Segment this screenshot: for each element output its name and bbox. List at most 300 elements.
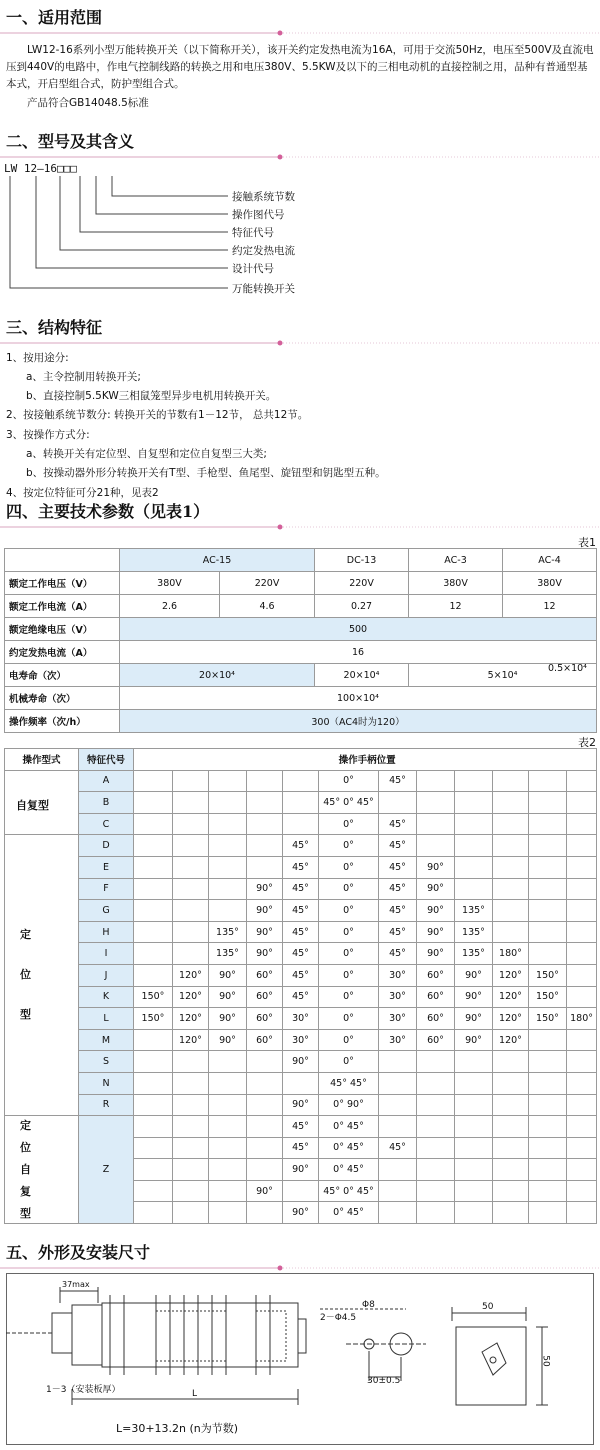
angle-cell: [173, 1116, 209, 1138]
angle-cell: [173, 900, 209, 922]
angle-cell: 60°: [247, 986, 283, 1008]
angle-cell: [134, 1159, 173, 1181]
angle-cell: 45° 45°: [319, 1072, 379, 1094]
angle-cell: [134, 1072, 173, 1094]
structure-line: a、转换开关有定位型、自复型和定位自复型三大类;: [26, 448, 267, 460]
angle-cell: 90°: [247, 943, 283, 965]
angle-cell: [529, 1159, 567, 1181]
table2-row: [5, 1116, 597, 1138]
angle-cell: [567, 835, 597, 857]
angle-cell: [455, 792, 493, 814]
angle-cell: [134, 878, 173, 900]
angle-cell: 45°: [283, 921, 319, 943]
section-title-params: 四、主要技术参数（见表1）: [6, 502, 210, 521]
angle-cell: [209, 1094, 247, 1116]
angle-cell: 0°: [319, 921, 379, 943]
angle-cell: [455, 1180, 493, 1202]
angle-cell: 90°: [283, 1202, 319, 1224]
table2-row: [5, 986, 597, 1008]
angle-cell: [209, 1180, 247, 1202]
angle-cell: [567, 900, 597, 922]
angle-cell: [493, 921, 529, 943]
angle-cell: [567, 1116, 597, 1138]
table2-row: [5, 1094, 597, 1116]
angle-cell: [567, 770, 597, 792]
angle-cell: 45° 0° 45°: [319, 1180, 379, 1202]
feature-code: Z: [79, 1116, 134, 1224]
angle-cell: [247, 835, 283, 857]
dim-plate: 1－3（安装板厚）: [46, 1385, 121, 1395]
angle-cell: 90°: [283, 1051, 319, 1073]
table2-row: [5, 770, 597, 792]
angle-cell: [529, 1094, 567, 1116]
angle-cell: [209, 1159, 247, 1181]
title-underline: [0, 520, 600, 534]
feature-code: A: [79, 770, 134, 792]
dim-37max: 37max: [62, 1280, 90, 1289]
angle-cell: [455, 1094, 493, 1116]
dim-50-top: 50: [482, 1302, 494, 1312]
angle-cell: [247, 1072, 283, 1094]
angle-cell: [455, 1137, 493, 1159]
angle-cell: [283, 1180, 319, 1202]
angle-cell: [134, 1202, 173, 1224]
angle-cell: [173, 1180, 209, 1202]
angle-cell: [529, 1180, 567, 1202]
group-self-reset: 自复型: [16, 799, 49, 812]
feature-code: I: [79, 943, 134, 965]
angle-cell: [134, 1180, 173, 1202]
angle-cell: [134, 1094, 173, 1116]
angle-cell: 0°: [319, 856, 379, 878]
angle-cell: [247, 856, 283, 878]
angle-cell: [493, 856, 529, 878]
model-code: LW 12—16□□□: [4, 162, 77, 175]
feature-code: G: [79, 900, 134, 922]
angle-cell: 0°: [319, 770, 379, 792]
angle-cell: [134, 921, 173, 943]
angle-cell: [529, 878, 567, 900]
angle-cell: [247, 770, 283, 792]
angle-cell: [529, 900, 567, 922]
angle-cell: 45°: [283, 900, 319, 922]
standard-text: 产品符合GB14048.5标准: [27, 97, 149, 109]
angle-cell: 150°: [529, 986, 567, 1008]
angle-cell: [455, 1202, 493, 1224]
angle-cell: [247, 792, 283, 814]
dim-hole: 2－Φ4.5: [320, 1313, 357, 1323]
angle-cell: [529, 813, 567, 835]
angle-cell: 135°: [209, 943, 247, 965]
angle-cell: [493, 1202, 529, 1224]
angle-cell: [134, 770, 173, 792]
angle-cell: 45°: [379, 856, 417, 878]
angle-cell: 0°: [319, 964, 379, 986]
angle-cell: [379, 1116, 417, 1138]
angle-cell: [493, 1072, 529, 1094]
angle-cell: 120°: [173, 986, 209, 1008]
angle-cell: [567, 1137, 597, 1159]
angle-cell: 45°: [283, 1116, 319, 1138]
angle-cell: 90°: [209, 1029, 247, 1051]
angle-cell: [493, 1116, 529, 1138]
angle-cell: 0°: [319, 813, 379, 835]
angle-cell: [493, 1180, 529, 1202]
scope-paragraph: LW12-16系列小型万能转换开关（以下简称开关），该开关约定发热电流为16A，可用于交流50Hz，电压至500V及直流电压到440V的电路中，作电气控制线路的转换之用和电压380V、5.5KW及以下的三相电动机的直接控制之用，品种有普通型基本式，开启型组合式，防护型组合式。: [6, 44, 594, 90]
angle-cell: [283, 770, 319, 792]
angle-cell: 120°: [493, 1008, 529, 1030]
label-contact-sections: 接触系统节数: [232, 191, 295, 203]
angle-cell: [529, 835, 567, 857]
table2-row: [5, 900, 597, 922]
angle-cell: 60°: [417, 1029, 455, 1051]
angle-cell: 60°: [247, 964, 283, 986]
angle-cell: [567, 1202, 597, 1224]
angle-cell: [567, 1051, 597, 1073]
label-universal-switch: 万能转换开关: [232, 283, 295, 295]
angle-cell: [173, 943, 209, 965]
angle-cell: [209, 792, 247, 814]
angle-cell: [247, 1137, 283, 1159]
angle-cell: [529, 792, 567, 814]
angle-cell: [209, 856, 247, 878]
table-1: AC-15 DC-13 AC-3 AC-4 额定工作电压（V） 380V 220V 220V 380V 380V 额定工作电流（A） 2.6 4.6 0.27 12 12 额定绝缘电压（V） 500 约定发热电流（A） 16 电寿命（次） 20×10⁴ 20×10⁴ 5×10⁴ 机械寿命（次） 100×10⁴ 操作频率（次/h） 300（AC4时为120）: [4, 548, 597, 733]
angle-cell: 90°: [209, 964, 247, 986]
angle-cell: [173, 1051, 209, 1073]
angle-cell: [173, 1072, 209, 1094]
angle-cell: 120°: [493, 986, 529, 1008]
table2-caption: 表2: [578, 736, 596, 749]
label-operation-diagram: 操作图代号: [232, 209, 285, 221]
dim-phi8: Φ8: [362, 1300, 375, 1310]
section-title-structure: 三、结构特征: [6, 318, 103, 337]
angle-cell: 45°: [379, 921, 417, 943]
angle-cell: 90°: [247, 921, 283, 943]
angle-cell: 0°: [319, 1029, 379, 1051]
section-title-model: 二、型号及其含义: [6, 132, 135, 151]
angle-cell: 90°: [247, 1180, 283, 1202]
angle-cell: [493, 835, 529, 857]
angle-cell: 60°: [417, 1008, 455, 1030]
angle-cell: [529, 770, 567, 792]
angle-cell: 90°: [417, 943, 455, 965]
feature-code: N: [79, 1072, 134, 1094]
angle-cell: [379, 1202, 417, 1224]
feature-code: M: [79, 1029, 134, 1051]
angle-cell: [529, 856, 567, 878]
angle-cell: 0°: [319, 835, 379, 857]
angle-cell: [417, 813, 455, 835]
structure-line: a、主令控制用转换开关;: [26, 371, 141, 383]
angle-cell: [209, 878, 247, 900]
table1-caption: 表1: [578, 536, 596, 549]
angle-cell: 45°: [283, 878, 319, 900]
angle-cell: [567, 921, 597, 943]
angle-cell: [209, 1116, 247, 1138]
angle-cell: [247, 813, 283, 835]
angle-cell: [417, 792, 455, 814]
angle-cell: [417, 1051, 455, 1073]
angle-cell: 90°: [417, 856, 455, 878]
model-diagram-lines: [0, 176, 240, 296]
angle-cell: [567, 1180, 597, 1202]
angle-cell: [529, 1029, 567, 1051]
structure-line: b、直接控制5.5KW三相鼠笼型异步电机用转换开关。: [26, 390, 277, 402]
angle-cell: 90°: [283, 1094, 319, 1116]
angle-cell: [379, 1180, 417, 1202]
angle-cell: [134, 900, 173, 922]
angle-cell: [173, 1094, 209, 1116]
angle-cell: 150°: [529, 964, 567, 986]
angle-cell: 90°: [417, 921, 455, 943]
feature-code: K: [79, 986, 134, 1008]
angle-cell: [493, 1159, 529, 1181]
angle-cell: 90°: [417, 900, 455, 922]
angle-cell: [493, 900, 529, 922]
angle-cell: [379, 1072, 417, 1094]
angle-cell: [134, 856, 173, 878]
table2-row: [5, 1051, 597, 1073]
angle-cell: 90°: [247, 878, 283, 900]
table2-row: [5, 878, 597, 900]
angle-cell: [209, 835, 247, 857]
angle-cell: [493, 813, 529, 835]
angle-cell: [455, 1051, 493, 1073]
table2-row: [5, 792, 597, 814]
angle-cell: [134, 1029, 173, 1051]
title-underline: [0, 336, 600, 350]
table2-row: [5, 856, 597, 878]
angle-cell: 135°: [455, 900, 493, 922]
angle-cell: 30°: [379, 986, 417, 1008]
angle-cell: 0° 45°: [319, 1137, 379, 1159]
angle-cell: 90°: [455, 1008, 493, 1030]
angle-cell: [417, 1202, 455, 1224]
angle-cell: [529, 1137, 567, 1159]
angle-cell: 45°: [379, 943, 417, 965]
angle-cell: 60°: [417, 964, 455, 986]
angle-cell: [134, 964, 173, 986]
angle-cell: 90°: [209, 986, 247, 1008]
angle-cell: [529, 921, 567, 943]
dim-30: 30±0.5: [367, 1376, 401, 1386]
angle-cell: 90°: [283, 1159, 319, 1181]
angle-cell: [493, 792, 529, 814]
angle-cell: 45°: [283, 856, 319, 878]
feature-code: S: [79, 1051, 134, 1073]
angle-cell: 90°: [455, 964, 493, 986]
angle-cell: 150°: [529, 1008, 567, 1030]
angle-cell: 60°: [247, 1008, 283, 1030]
dim-50-side: 50: [540, 1355, 551, 1367]
section-title-scope: 一、适用范围: [6, 8, 103, 27]
structure-line: 1、按用途分:: [6, 352, 69, 364]
angle-cell: 90°: [247, 900, 283, 922]
angle-cell: [455, 835, 493, 857]
angle-cell: 45°: [379, 770, 417, 792]
table2-row: [5, 943, 597, 965]
table2-row: [5, 1072, 597, 1094]
angle-cell: [209, 813, 247, 835]
angle-cell: [209, 900, 247, 922]
angle-cell: 60°: [417, 986, 455, 1008]
group-positioning: 定 位 型: [20, 928, 31, 1021]
angle-cell: 180°: [493, 943, 529, 965]
angle-cell: 0° 45°: [319, 1202, 379, 1224]
angle-cell: [379, 1159, 417, 1181]
angle-cell: [173, 792, 209, 814]
angle-cell: [247, 1159, 283, 1181]
group-positioning-self-reset: 定 位 自 复 型: [20, 1119, 31, 1220]
angle-cell: [529, 1072, 567, 1094]
angle-cell: [493, 1137, 529, 1159]
angle-cell: 90°: [417, 878, 455, 900]
title-underline: [0, 26, 600, 40]
angle-cell: [417, 1180, 455, 1202]
angle-cell: [173, 813, 209, 835]
angle-cell: [283, 792, 319, 814]
angle-cell: [173, 1137, 209, 1159]
angle-cell: 45°: [283, 1137, 319, 1159]
angle-cell: 0°: [319, 986, 379, 1008]
angle-cell: [493, 770, 529, 792]
angle-cell: 30°: [379, 1029, 417, 1051]
table2-row: [5, 1029, 597, 1051]
angle-cell: [209, 1051, 247, 1073]
angle-cell: [173, 835, 209, 857]
angle-cell: 45°: [283, 964, 319, 986]
structure-line: b、按操动器外形分转换开关有T型、手枪型、鱼尾型、旋钮型和钥匙型五种。: [26, 467, 386, 479]
angle-cell: [173, 878, 209, 900]
angle-cell: 0° 90°: [319, 1094, 379, 1116]
angle-cell: [529, 1116, 567, 1138]
angle-cell: 135°: [455, 921, 493, 943]
feature-code: H: [79, 921, 134, 943]
angle-cell: 45°: [283, 986, 319, 1008]
feature-code: D: [79, 835, 134, 857]
angle-cell: 30°: [283, 1029, 319, 1051]
angle-cell: [455, 1072, 493, 1094]
angle-cell: [134, 813, 173, 835]
angle-cell: [455, 856, 493, 878]
structure-line: 4、按定位特征可分21种，见表2: [6, 487, 159, 499]
angle-cell: [173, 1159, 209, 1181]
angle-cell: 120°: [173, 1029, 209, 1051]
feature-code: C: [79, 813, 134, 835]
feature-code: R: [79, 1094, 134, 1116]
angle-cell: [417, 1137, 455, 1159]
angle-cell: 0° 45°: [319, 1159, 379, 1181]
table2-row: [5, 835, 597, 857]
angle-cell: [417, 835, 455, 857]
angle-cell: [173, 856, 209, 878]
angle-cell: [417, 770, 455, 792]
group-cell: [5, 835, 79, 1116]
angle-cell: [247, 1051, 283, 1073]
angle-cell: [493, 878, 529, 900]
angle-cell: 135°: [209, 921, 247, 943]
feature-code: E: [79, 856, 134, 878]
angle-cell: 45° 0° 45°: [319, 792, 379, 814]
angle-cell: [567, 856, 597, 878]
angle-cell: [247, 1094, 283, 1116]
feature-code: B: [79, 792, 134, 814]
angle-cell: [417, 1072, 455, 1094]
feature-code: L: [79, 1008, 134, 1030]
angle-cell: [134, 1051, 173, 1073]
angle-cell: 120°: [493, 964, 529, 986]
ac4-life-value: 0.5×10⁴: [548, 663, 587, 674]
angle-cell: [529, 1202, 567, 1224]
angle-cell: [567, 792, 597, 814]
angle-cell: [247, 1116, 283, 1138]
angle-cell: 45°: [283, 835, 319, 857]
angle-cell: [567, 1159, 597, 1181]
angle-cell: [567, 1072, 597, 1094]
angle-cell: 150°: [134, 986, 173, 1008]
feature-code: F: [79, 878, 134, 900]
angle-cell: 0°: [319, 1008, 379, 1030]
angle-cell: [247, 1202, 283, 1224]
angle-cell: 90°: [455, 986, 493, 1008]
angle-cell: 90°: [209, 1008, 247, 1030]
angle-cell: [209, 1202, 247, 1224]
angle-cell: [567, 964, 597, 986]
angle-cell: [567, 986, 597, 1008]
angle-cell: 0°: [319, 878, 379, 900]
angle-cell: 0°: [319, 900, 379, 922]
dim-L: L: [192, 1389, 198, 1399]
table-2: 操作型式 特征代号 操作手柄位置 A 0° 45° B 45° 0° 45° C 0° 45° D 45° 0° 45° E 45° 0° 45° 90° F 90° 45° 0° 45° 90° G 90° 45° 0° 45° 90° 135° H 135° 90° 45° 0° 45° 90° 135° I 135° 90° 45° 0° 45° 90° 135° 180° J 120° 90° 60° 45° 0° 30° 60° 90° 120° 150° K 150° 120° 90° 60° 45° 0° 30° 60° 90° 120° 150° L 150° 120° 90° 60° 30° 0° 30° 60° 90° 120° 150° 180° M 120° 90° 60° 30° 0° 30° 60° 90° 120° S 90° 0° N 45° 45° R 90° 0° 90° Z 45° 0° 45° 45° 0° 45° 45° 90° 0° 45° 90° 45° 0° 45° 90° 0° 45°: [4, 748, 597, 1224]
angle-cell: [455, 878, 493, 900]
structure-line: 3、按操作方式分:: [6, 429, 90, 441]
label-feature-code: 特征代号: [232, 227, 274, 239]
section-title-dimensions: 五、外形及安装尺寸: [6, 1243, 151, 1262]
structure-line: 2、按接触系统节数分: 转换开关的节数有1－12节， 总共12节。: [6, 409, 309, 421]
angle-cell: [134, 1116, 173, 1138]
dimension-drawing: [6, 1273, 594, 1445]
angle-cell: 90°: [455, 1029, 493, 1051]
angle-cell: [173, 770, 209, 792]
angle-cell: [134, 943, 173, 965]
angle-cell: [455, 1116, 493, 1138]
angle-cell: [455, 770, 493, 792]
angle-cell: [173, 921, 209, 943]
angle-cell: 30°: [379, 964, 417, 986]
group-cell: [5, 1116, 79, 1224]
angle-cell: 120°: [173, 1008, 209, 1030]
angle-cell: [567, 813, 597, 835]
angle-cell: 45°: [379, 878, 417, 900]
angle-cell: [379, 1051, 417, 1073]
angle-cell: [417, 1094, 455, 1116]
angle-cell: 45°: [283, 943, 319, 965]
angle-cell: [529, 1051, 567, 1073]
title-underline: [0, 150, 600, 164]
angle-cell: [379, 1094, 417, 1116]
angle-cell: 0° 45°: [319, 1116, 379, 1138]
angle-cell: [567, 878, 597, 900]
angle-cell: [567, 1094, 597, 1116]
angle-cell: 45°: [379, 1137, 417, 1159]
angle-cell: 135°: [455, 943, 493, 965]
angle-cell: [134, 1137, 173, 1159]
angle-cell: 60°: [247, 1029, 283, 1051]
angle-cell: 150°: [134, 1008, 173, 1030]
angle-cell: [209, 1072, 247, 1094]
angle-cell: 120°: [493, 1029, 529, 1051]
label-rated-current: 约定发热电流: [232, 245, 295, 257]
